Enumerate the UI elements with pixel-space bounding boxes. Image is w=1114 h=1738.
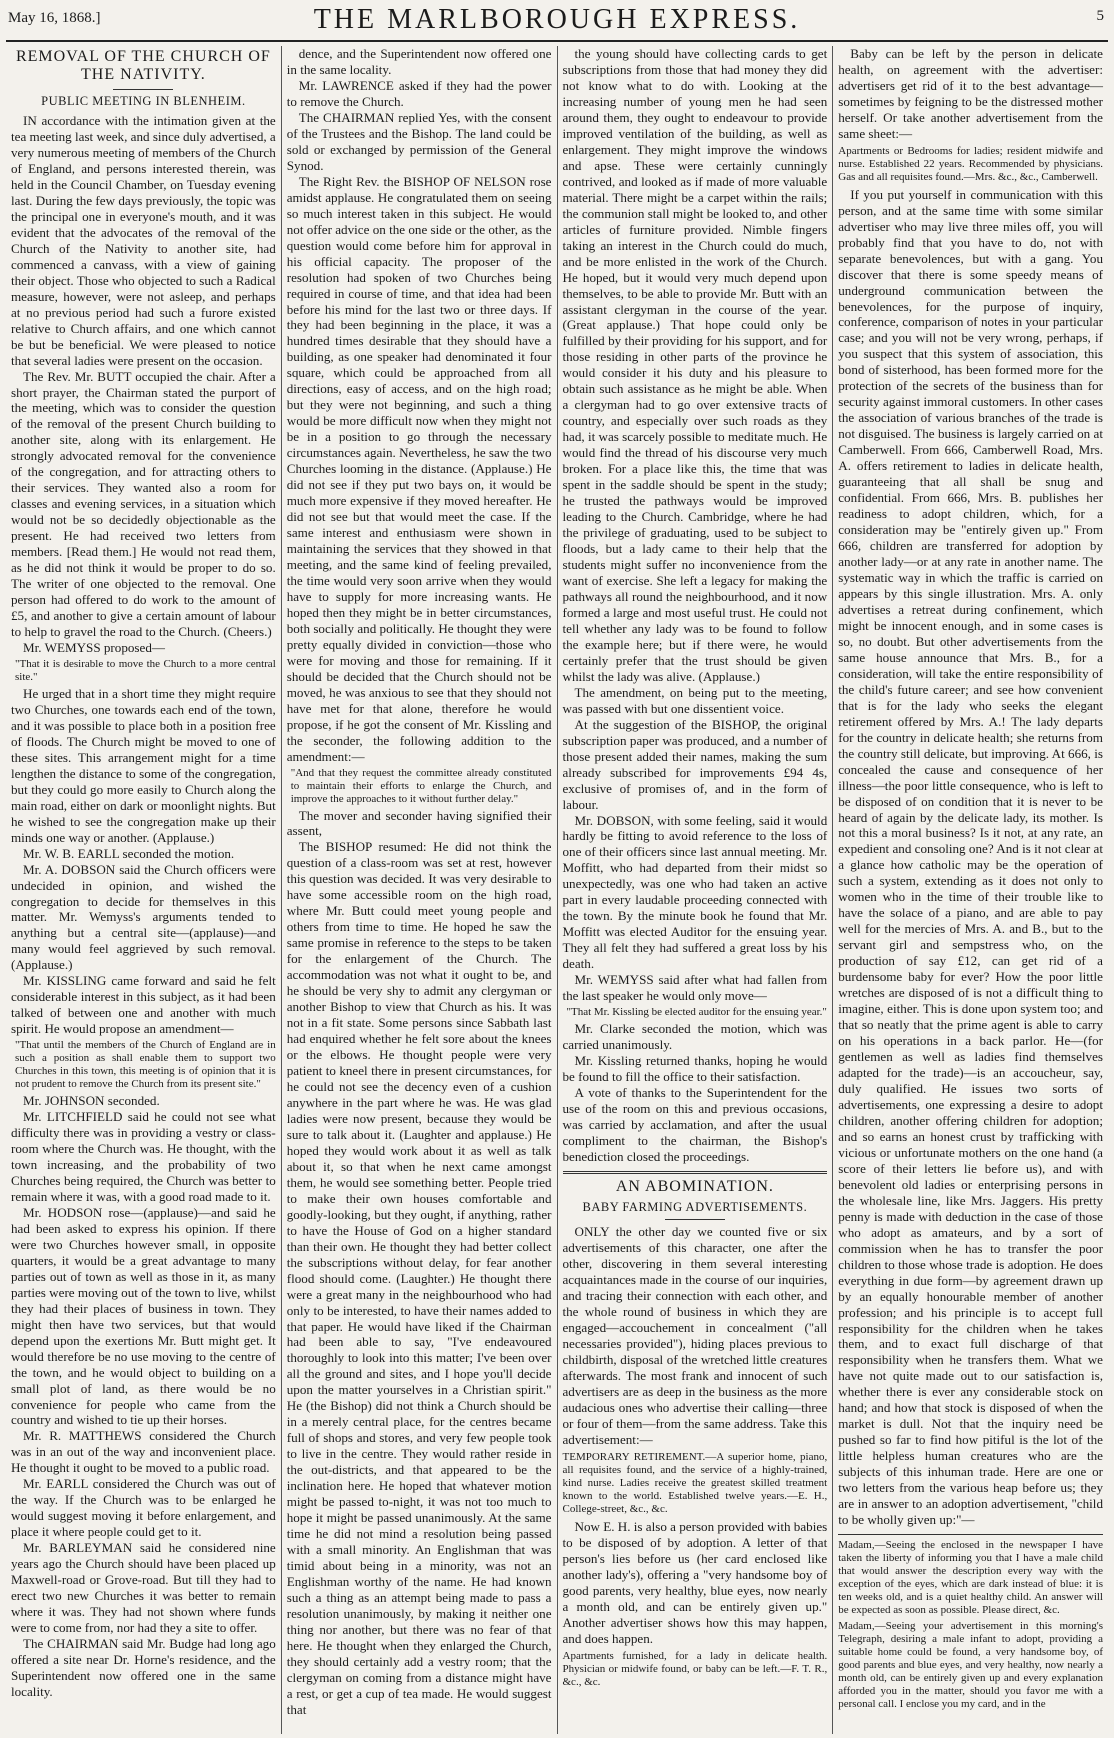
column-4 [832, 46, 1108, 1734]
paragraph: Mr. DOBSON, with some feeling, said it would hardly be fitting to avoid reference to the loss of one of their officers since last annual meeting. Mr. Moffitt, who had departed from their midst so unexpectedly, was one who had taken an active part in every laudable proceeding connected with the town. By the minute book he found that Mr. Moffitt was elected Auditor for the ensuing year. They all felt they had suffered a great loss by his death. [562, 812, 828, 972]
section-divider [563, 1171, 828, 1174]
column-2 [281, 46, 557, 1734]
paragraph: Mr. Clarke seconded the motion, which was carried unanimously. [562, 1021, 828, 1053]
paragraph: Mr. WEMYSS said after what had fallen from the last speaker he would only move— [562, 972, 828, 1004]
columns [6, 46, 1108, 1734]
letter-quote: Madam,—Seeing your advertisement in this morning's Telegraph, desiring a male infant to adopt, providing a suitable home could be found, a very handsome boy, of good parents and blue eyes, and very healthy, now nearly a month old, can be entirely given up and every explanation afforded you in the matter, should you favor me with a personal call. I enclose you my card, and in the [838, 1619, 1103, 1710]
advertisement-quote: Apartments or Bedrooms for ladies; resident midwife and nurse. Established 22 years. Recommended by physicians. Gas and all requisites found.—Mrs. &c., &c., Camberwell. [838, 144, 1103, 183]
advertisement-quote: TEMPORARY RETIREMENT.—A superior home, piano, all requisites found, and the service of a highly-trained, kind nurse. Ladies receive the greatest skilled treatment known to the world. Established twelve years.—E. H., College-street, &c., &c. [562, 1451, 828, 1515]
paragraph: Baby can be left by the person in delicate health, on agreement with the advertiser: advertisers get rid of it to the best advantage—sometimes by feigning to be the distressed mother herself. Or take another advertisement from the same sheet:— [838, 46, 1103, 141]
paragraph: The BISHOP resumed: He did not think the question of a class-room was set at rest, however this question was decided. It was very desirable to have some accessible room on the high road, where Mr. Butt could meet young people and others from time to time. He hoped he saw the same promise in reference to the steps to be taken for the enlargement of the Church. The accommodation was not what it ought to be, and he should be very shy to admit any clergyman or another Bishop to view that Church as his. It was not in a fit state. Some persons since Sabbath last had enquired whether he felt sore about the knees or the elbows. He thought people were very patient to kneel there in present circumstances, for he could not see the decency even of a cushion anywhere in the part where he was. He was glad ladies were now present, because they would be sure to talk about it. (Laughter and applause.) He hoped they would work about it as well as talk about it, so that when he next came amongst them, he would see something better. People tried to make their own houses comfortable and goodly-looking, but they ought, if anything, rather to have the House of God on a higher standard than their own. He thought they had better collect the subscriptions without delay, for fear another flood should come. (Laughter.) He thought there were a great many in the neighbourhood who had only to be interested, to have their names added to that paper. He would have liked if the Chairman had been able to say, "I've endeavoured thoroughly to look into this matter; I've been over all the ground and sites, and I hope you'll decide upon the matter yourselves in a Christian spirit." He (the Bishop) did not think a Church should be in a merely central place, for the centres became full of shops and stores, and very few people took to live in the centre. They would rather reside in the out-districts, and that appeared to be the inclination here. He hoped that whatever motion might be passed to-night, it was not too much to hope it might be passed unanimously. At the same time he did not mind a resolution being passed with a small minority. An Englishman that was timid about being in a minority, was not an Englishman worthy of the name. He had known such a thing as an attempt being made to pass a resolution unanimously, by making it neither one thing nor another, but there was no fear of that here. He thought when they enlarged the Church, they should certainly add a vestry room; that the clergyman on coming from a distance might have a rest, or get a cup of tea made. He would suggest that [286, 839, 552, 1717]
masthead [6, 0, 1108, 42]
letter-quote: Madam,—Seeing the enclosed in the newspaper I have taken the liberty of informing you that I have a male child that would answer the description every way with the exception of the eyes, which are dark instead of blue: it is ten weeks old, and is a quiet healthy child. An answer will be expected as soon as possible. Please direct, &c. [838, 1539, 1103, 1616]
paragraph: ONLY the other day we counted five or six advertisements of this character, one after the other, discovering in them several interesting acquaintances made in the course of our inquiries, and tracing their connection with each other, and the whole round of business in which they are engaged—accouchement in concealment ("all necessaries provided"), hiding places previous to childbirth, disposal of the wretched little creatures afterwards. The most frank and innocent of such advertisers are as deep in the business as the more audacious ones who advertise their calling—three or four of them—from the same address. Take this advertisement:— [562, 1224, 828, 1448]
paragraph: Mr. BARLEYMAN said he considered nine years ago the Church should have been placed up Maxwell-road or Grove-road. But till they had to erect two new Churches it was better to remain where it was. They had not shown where funds were to come from, nor had they a site to offer. [11, 1540, 276, 1636]
paragraph: The Rev. Mr. BUTT occupied the chair. After a short prayer, the Chairman stated the purport of the meeting, which was to consider the question of the removal of the present Church building to another site, along with its enlargement. He strongly advocated removal for the convenience of the congregation, and for attracting others to their services. They wanted also a room for classes and evening services, in a situation which would not be so decidedly objectionable as the present. He had received two letters from members. [Read them.] He would not read them, as he did not think it would be proper to do so. The writer of one objected to the removal. One person had offered to do work to the amount of £5, and another to give a certain amount of labour to help to gravel the road to the Church. (Cheers.) [11, 368, 276, 640]
article-subheading: BABY FARMING ADVERTISEMENTS. [582, 1200, 808, 1215]
resolution-quote: "That until the members of the Church of England are in such a position as shall enable them to support two Churches in this town, this meeting is of opinion that it is not prudent to remove the Church from its present site." [15, 1039, 276, 1091]
paragraph: If you put yourself in communication with this person, and at the same time with some similar advertiser who may live three miles off, you will probably find that you have to do, not with separate benevolences, but with a gang. You discover that there is some speedy means of underground communication between the benevolences, for the purpose of inquiry, conference, comparison of notes in your particular case; and you will not be very wrong, perhaps, if you suspect that this system of association, this bond of sisterhood, has been formed more for the protection of the secrets of the business than for security against immoral customers. In other cases the association of various branches of the trade is not disguised. The business is largely carried on at Camberwell. From 666, Camberwell Road, Mrs. A. offers retirement to ladies in delicate health, guaranteeing that all shall be snug and confidential. From 666, Mrs. B. publishes her readiness to adopt children, which, for a consideration may be "entirely given up." From 666, children are transferred for adoption by another lady—or at any rate in another name. The systematic way in which the traffic is carried on appears by this single illustration. Mrs. A. only advertises a retreat during confinement, which might be innocent enough, and in some cases is so, no doubt. But other advertisements from the same house announce that Mrs. B., for a consideration, will take the entire responsibility of the child's future career; and see how convenient that is for the lady who seeks the elegant retirement offered by Mrs. A.! The lady departs for the country in delicate health; she returns from the country still delicate, but improving. At 666, is concealed the cause and consequence of her illness—the poor little consequence, who is left to be disposed of on condition that it is never to be heard of again by the delicate lady, its mother. Is not this a moral business? Is it not, at any rate, an expedient and consoling one? And is it not clear at a glance how catholic may be the operation of such a system, extending as it does not only to women who in the time of their trouble like to have the solace of a piano, and are able to pay well for the mercies of Mrs. A. and B., but to the servant girl and sempstress who, on the production of say £12, can get rid of a burdensome baby for ever? How the poor little wretches are disposed of is not a difficult thing to imagine, either. This is done upon system too; and that so neatly that the prime agent is able to carry on his operations in a back parlor. He—(for gentlemen as well as ladies find themselves adapted for the trade)—is an accoucheur, say, duly qualified. He issues two sorts of advertisements, one expressing a desire to adopt children, another offering children for adoption; and so earns an honest crust by trafficking with vicious or unfortunate mothers on the one hand (a score of their letters lie before us), and with benevolent old ladies or enterprising persons in the wholesale line, like Mrs. Jaggers. His pretty penny is made with deduction in the case of those who adopt as amateurs, and by a sort of commission when he has to transfer the poor children to those whose trade is adoption. He does everything in due form—by agreement drawn up by an equally honourable member of another profession; and his principle is to accept full responsibility for the children when he takes them, and to exact full discharge of that responsibility when he transfers them. What we have not quite made out to our satisfaction is, whether there is ever any considerable stock on hand; and how that stock is disposed of when the market is dull. Not that the inquiry need be pushed so far to find how pitiful is the lot of the little helpless human creatures who are the subjects of this inhuman trade. Here are one or two letters from the various heap before us; they are in answer to an adoption advertisement, "child to be wholly given up:"— [838, 186, 1103, 1528]
divider [838, 1534, 1103, 1535]
divider [665, 1219, 725, 1220]
paragraph: Mr. W. B. EARLL seconded the motion. [23, 845, 235, 861]
paragraph: the young should have collecting cards to get subscriptions from those that had money they did not know what to do with. Looking at the increasing number of young men he had seen around them, they ought to endeavour to provide improved ventilation of the building, as well as enlargement. They might improve the windows and apse. These were certainly cunningly contrived, and looked as if made of more valuable material. There might be a carpet within the rails; the communion stall might be looked to, and other articles of furniture provided. Nimble fingers taking an interest in the Church could do much, and be more enlisted in the work of the Church. He hoped, but it would very much depend upon themselves, to be able to provide Mr. Butt with an assistant clergyman in the course of the year. (Great applause.) That hope could only be fulfilled by their providing for his support, and for those residing in other parts of the province he would consider it his duty and his pleasure to obtain such assistance as he might be able. When a clergyman had to go over extensive tracts of country, and especially over such roads as they had, it was scarcely possible to meditate much. He would find the thread of his discourse very much broken. For a place like this, the time that was spent in the saddle should be spent in the study; he trusted the pathways would be improved leading to the Church. Cambridge, where he had the privilege of graduating, used to be subject to floods, but a lady came to their help that the students might suffer no inconvenience from the want of exercise. She left a legacy for making the pathways all round the neighbourhood, and it now formed a large and most useful trust. He could not tell whether any lady was to be found to follow the example here; but if there were, he would certainly prefer that the trust should be given whilst the lady was alive. (Applause.) [562, 46, 828, 684]
issue-date: May 16, 1868.] [8, 10, 101, 26]
column-3 [557, 46, 833, 1734]
paragraph: Mr. Kissling returned thanks, hoping he would be found to fill the office to their satisfaction. [562, 1053, 828, 1084]
paragraph: Mr. LAWRENCE asked if they had the power to remove the Church. [286, 77, 552, 109]
resolution-quote: "That Mr. Kissling be elected auditor for the ensuing year." [566, 1006, 827, 1019]
paragraph: Mr. KISSLING came forward and said he felt considerable interest in this subject, as it had been talked of between one and another with much spirit. He would propose an amendment— [11, 973, 276, 1037]
paragraph: Mr. HODSON rose—(applause)—and said he had been asked to express his opinion. If there were two Churches however small, in opposite quarters, it would be a great advantage to many parties out of town as well as those in it, as many parties were moving out of the town to live, whilst they had their places of business in town. They might then have two services, but that would depend upon the exertions Mr. Butt might get. It would therefore be no use moving to the centre of the town, and he would object to building on a small plot of land, as there would be no convenience for people who came from the country and wished to tie up their horses. [11, 1204, 276, 1428]
article-subheading: PUBLIC MEETING IN BLENHEIM. [41, 93, 246, 108]
article-heading: REMOVAL OF THE CHURCH OF THE NATIVITY. [15, 48, 271, 84]
paragraph: IN accordance with the intimation given at the tea meeting last week, and since duly advertised, a very numerous meeting of members of the Church of England, and persons interested therein, was held in the Council Chamber, on Tuesday evening last. During the few days previously, the topic was the principal one in everyone's mouth, and it was evident that the advocates of the removal of the Church of the Nativity to another site, had commenced a canvass, with a view of gaining their object. Those who objected to such a Radical measure, however, were not asleep, and perhaps at no previous period had such a furore existed relative to Church affairs, and one which cannot be but be beneficial. We were pleased to notice that several ladies were present on the occasion. [11, 113, 276, 368]
paragraph: A vote of thanks to the Superintendent for the use of the room on this and previous occasions, was carried by acclamation, and after the usual compliment to the chairman, the Bishop's benediction closed the proceedings. [562, 1084, 828, 1164]
paragraph: The CHAIRMAN said Mr. Budge had long ago offered a site near Dr. Horne's residence, and the Superintendent now offered one in the same locality. [11, 1636, 276, 1699]
advertisement-quote: Apartments furnished, for a lady in delicate health. Physician or midwife found, or baby can be left.—F. T. R., &c., &c. [562, 1649, 828, 1688]
page-number: 5 [1096, 8, 1104, 24]
paragraph: At the suggestion of the BISHOP, the original subscription paper was produced, and a number of those present added their names, making the sum already subscribed for improvements £94 4s, exclusive of promises of, and in the form of labour. [562, 716, 828, 812]
paragraph: Now E. H. is also a person provided with babies to be disposed of by adoption. A letter of that person's lies before us (her card enclosed like another lady's), offering a "very handsome boy of good parents, very healthy, blue eyes, now nearly a month old, and can be entirely given up." Another advertiser shows how this may happen, and does happen. [562, 1518, 828, 1646]
paragraph: Mr. LITCHFIELD said he could not see what difficulty there was in providing a vestry or class-room where the Church was. He thought, with the town increasing, and the probability of two Churches being required, the Church was better to remain where it was, with a good road made to it. [11, 1109, 276, 1204]
paragraph: The amendment, on being put to the meeting, was passed with but one dissentient voice. [562, 684, 828, 716]
paragraph: Mr. EARLL considered the Church was out of the way. If the Church was to be enlarged he would suggest moving it before enlargement, and place it where people could get to it. [11, 1476, 276, 1540]
paragraph: He urged that in a short time they might require two Churches, one towards each end of the town, and it was possible to place both in a position free of floods. The Church might be moved to one of these sites. This arrangement might for a time lengthen the distance to some of the congregation, but they could go more easily to Church along the main road, either on dark or moonlight nights. But he wished to see the congregation make up their minds one way or another. (Applause.) [11, 685, 276, 845]
resolution-quote: "That it is desirable to move the Church to a more central site." [15, 657, 276, 683]
paragraph: The CHAIRMAN replied Yes, with the consent of the Trustees and the Bishop. The land could be sold or exchanged by permission of the General Synod. [286, 109, 552, 173]
newspaper-title: THE MARLBOROUGH EXPRESS. [313, 4, 801, 35]
paragraph: Mr. JOHNSON seconded. [23, 1093, 160, 1109]
paragraph: The Right Rev. the BISHOP OF NELSON rose amidst applause. He congratulated them on seeing so much interest taken in this subject. He would not offer advice on the one side or the other, as the question would come before him for approval in his official capacity. The proposer of the resolution had spoken of two Churches being required in course of time, and that idea had been before his mind for the last two or three days. If they had been beginning in the place, it was a hundred times desirable that they should have a building, as one speaker had denominated it four square, which could be approached from all directions, easy of access, and on the high road; but they were not beginning, and such a thing would be more difficult now when they might not be in a position to go through the necessary circumstances again. Nevertheless, he saw the two Churches looming in the distance. (Applause.) He did not see if they put two bays on, it would be much more expensive if they moved hereafter. He did not see but that would meet the case. If the same interest and enthusiasm were shown in maintaining the services that they showed in that meeting, and the same kind of feeling prevailed, the time would very soon arrive when they would have to supply for more increasing wants. He hoped then they might be in better circumstances, both socially and politically. He thought they were pretty equally divided in conviction—those who were for moving and those for remaining. If it should be decided that the Church should not be moved, he was anxious to see that they should not have met for that alone, therefore he would propose, if he got the consent of Mr. Kissling and the seconder, the following addition to the amendment:— [286, 173, 552, 764]
resolution-quote: "And that they request the committee already constituted to maintain their efforts to enlarge the Church, and improve the approaches to it without further delay." [290, 766, 552, 805]
article-heading: AN ABOMINATION. [615, 1177, 774, 1195]
paragraph: dence, and the Superintendent now offered one in the same locality. [286, 46, 552, 77]
divider [113, 89, 173, 90]
column-1 [6, 46, 281, 1734]
paragraph: Mr. R. MATTHEWS considered the Church was in an out of the way and inconvenient place. He thought it ought to be moved to a public road. [11, 1428, 276, 1476]
paragraph: Mr. A. DOBSON said the Church officers were undecided in opinion, and wished the congregation to decide for themselves in this matter. Mr. Wemyss's arguments tended to anything but a central site—(applause)—and many would feel aggrieved by such removal. (Applause.) [11, 861, 276, 973]
paragraph: The mover and seconder having signified their assent, [286, 807, 552, 839]
paragraph: Mr. WEMYSS proposed— [23, 640, 165, 655]
